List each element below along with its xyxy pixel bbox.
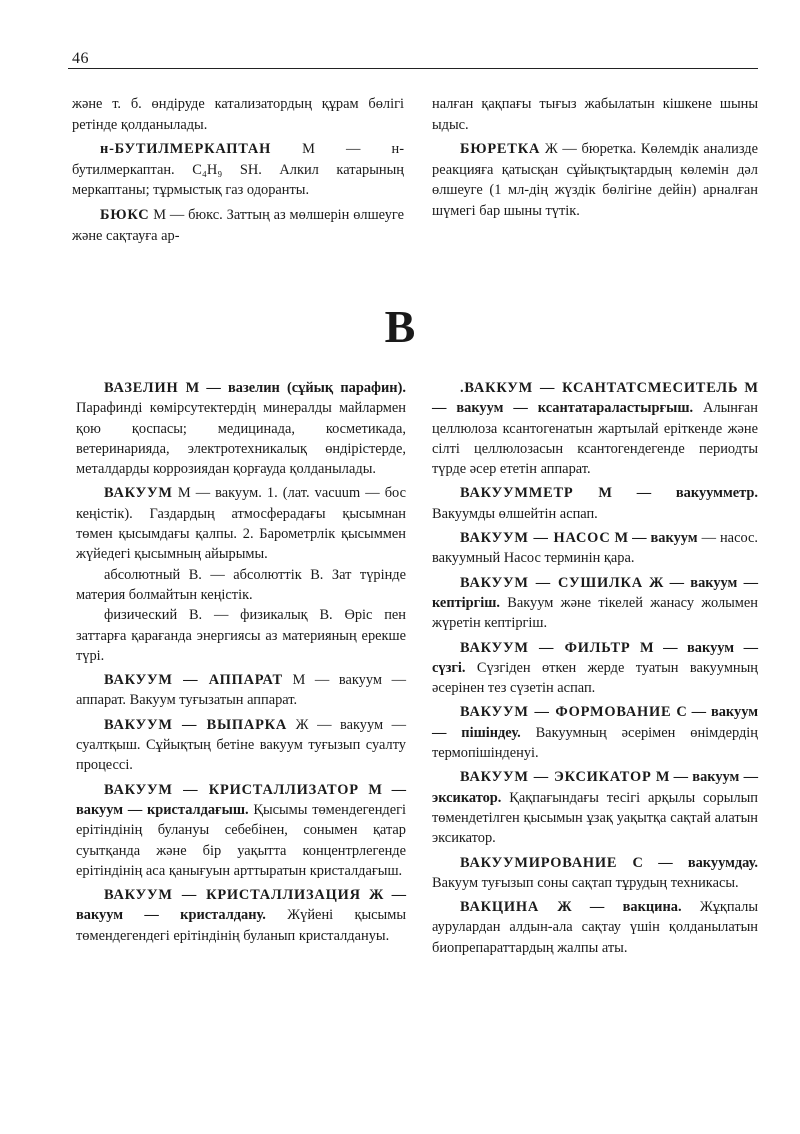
entry-equivalent: М — вакуумметр. [573, 485, 758, 502]
entry-headword: ВАКУУМ — НАСОС [460, 530, 611, 547]
dictionary-entry [76, 565, 406, 606]
entry-definition: Алынған целлюлоза ксантогенатын жартылай еріткенде және сілті целлюлозасын ксантогендегенде периодты түрде әсер ететін аппарат. [432, 400, 758, 478]
dictionary-entry [76, 715, 406, 776]
dictionary-entry [76, 670, 406, 711]
entry-definition: М — бюкс. Заттың аз мөлшерін өлшеуге және сақтауға ар- [72, 206, 404, 244]
entry-definition: Қысымы төмендегендегі ерітіндінің булануы себебінен, сонымен қатар суытқанда және бір уақытта концентрлегенде ерітіндінің аса қанығуын арттыратын кристалдағыш. [76, 801, 406, 879]
entry-equivalent: Ж — вакуум — кристалдану. [76, 887, 406, 924]
entry-definition: налған қақпағы тығыз жабылатын кішкене шыны ыдыс. [432, 96, 758, 133]
dictionary-entry [432, 853, 758, 894]
entry-headword: ВАЗЕЛИН [104, 380, 179, 396]
entry-definition: — насос. вакуумный Насос терминін қара. [432, 530, 758, 567]
main-right-column [432, 378, 758, 958]
dictionary-entry [72, 139, 404, 201]
dictionary-entry [432, 767, 758, 848]
entry-definition: Вакуум және тікелей жанасу жолымен жүретін кептіргіш. [432, 594, 758, 632]
entry-headword: ВАКЦИНА [460, 899, 540, 916]
entry-headword: н-БУТИЛМЕРКАПТАН [100, 141, 272, 158]
entry-definition: Вакуумды өлшейтін аспап. [432, 505, 598, 522]
dictionary-entry [432, 573, 758, 634]
entry-definition: Ж — бюретка. Көлемдік анализде реакцияға қатысқан сұйықтықтардың көлемін дәл өлшеуге (1 мл-дің жүздік бөлігіне дейін) арналған шүмегі бар шыны түтік. [432, 141, 758, 219]
dictionary-entry [72, 205, 404, 246]
entry-headword: ВАКУУМ — ВЫПАРКА [104, 716, 288, 733]
dictionary-entry [432, 702, 758, 763]
entry-definition: абсолютный В. — абсолюттік В. Зат түрінде материя болмайтын кеңістік. [76, 566, 406, 603]
dictionary-entry [432, 378, 758, 479]
entry-equivalent: М — вакуум — ксантатараластырғыш. [432, 380, 759, 417]
page-number: 46 [72, 50, 89, 67]
dictionary-entry [432, 528, 758, 569]
entry-headword: ВАКУУМИРОВАНИЕ [460, 854, 618, 871]
section-letter: В [384, 301, 416, 352]
entry-definition: Вакуумның әсерімен өнімдердің термопішінденуі. [432, 724, 758, 762]
dictionary-entry [76, 483, 406, 564]
entry-definition: физический В. — физикалық В. Өріс пен заттарға қарағанда энергиясы аз материяның ерекше түрі. [76, 607, 406, 664]
entry-headword: ВАКУУМ [104, 485, 173, 502]
entry-headword: ВАКУУМ — ФОРМОВАНИЕ [460, 704, 672, 721]
entry-definition: Сүзгіден өткен жерде туатын вакуумның әсерінен тез сүзетін аспап. [432, 659, 758, 697]
top-left-column [72, 94, 404, 246]
entry-equivalent: М — вакуум — эксикатор. [432, 769, 758, 806]
header-rule [68, 68, 758, 69]
dictionary-entry [432, 897, 758, 958]
entry-headword: ВАКУУММЕТР [460, 485, 574, 502]
entry-equivalent: Ж — вакуум — кептіргіш. [432, 574, 758, 611]
entry-definition: Жұқпалы аурулардан алдын-ала сақтау үшін қолданылатын биопрепараттардың жалпы аты. [432, 899, 758, 956]
entry-headword: ВАКУУМ — ЭКСИКАТОР [460, 769, 652, 786]
entry-definition: Ж — вакуум — суалтқыш. Сұйықтың бетіне вакуум туғызып суалту процессі. [76, 716, 406, 774]
entry-headword: ВАКУУМ — КРИСТАЛЛИЗАЦИЯ [104, 887, 361, 904]
dictionary-entry [76, 885, 406, 946]
entry-headword: БЮКС [100, 206, 150, 223]
entry-definition: және т. б. өндіруде катализатордың құрам бөлігі ретінде қолданылады. [72, 96, 404, 133]
entry-headword: ВАКУУМ — СУШИЛКА [460, 574, 643, 591]
entry-equivalent: С — вакуум — пішіндеу. [432, 704, 758, 741]
entry-equivalent: М — вакуум — кристалдағыш. [76, 781, 406, 818]
entry-equivalent: М — вазелин (сұйық парафин). [178, 380, 406, 396]
main-left-column [76, 378, 406, 946]
dictionary-entry [72, 94, 404, 135]
entry-definition: Қақпағындағы тесігі арқылы сорылып төмендетілген қысымын ұзақ уақытқа сақтай алатын эксикатор. [432, 789, 758, 847]
entry-definition: М — н-бутилмеркаптан. С₄Н₉ SH. Алкил катарының меркаптаны; тұрмыстық газ одоранты. [72, 141, 404, 199]
entry-equivalent: М — вакуум — сүзгі. [432, 639, 759, 676]
entry-definition: М — вакуум. 1. (лат. vacuum — бос кеңістік). Газдардың атмосферадағы қысымнан төмен қысымдағы қалпы. 2. Барометрлік қысыммен жүйедегі қысымның айырымы. [76, 485, 406, 563]
entry-equivalent: С — вакуумдау. [617, 854, 758, 871]
dictionary-entry [432, 483, 758, 524]
entry-definition: Парафинді көмірсутектердің минералды майлармен қою қоспасы; медицинада, косметикада, ветеринарияда, электротехникалық өндірістерде, металдарды коррозиядан қорғауда қолданылады. [76, 400, 406, 478]
entry-headword: ВАКУУМ — АППАРАТ [104, 672, 283, 689]
dictionary-entry [76, 780, 406, 881]
entry-equivalent: Ж — вакцина. [539, 899, 682, 916]
entry-equivalent: М — вакуум [610, 530, 698, 547]
entry-headword: БЮРЕТКА [460, 141, 541, 158]
entry-definition: М — вакуум — аппарат. Вакуум туғызатын аппарат. [76, 672, 406, 709]
entry-definition: Вакуум туғызып соны сақтап тұрудың техникасы. [432, 874, 739, 891]
entry-headword: ВАКУУМ — КРИСТАЛЛИЗАТОР [104, 781, 359, 798]
dictionary-entry [432, 94, 758, 135]
entry-headword: ВАКУУМ — ФИЛЬТР [460, 639, 631, 656]
top-right-column [432, 94, 758, 222]
entry-definition: Жүйені қысымы төмендегендегі ерітіндінің буланып кристалдануы. [76, 907, 406, 944]
dictionary-entry [432, 638, 758, 699]
entry-headword: .ВАККУМ — КСАНТАТСМЕСИТЕЛЬ [460, 380, 739, 396]
dictionary-entry [76, 605, 406, 666]
dictionary-entry [76, 378, 406, 479]
dictionary-entry [432, 139, 758, 221]
